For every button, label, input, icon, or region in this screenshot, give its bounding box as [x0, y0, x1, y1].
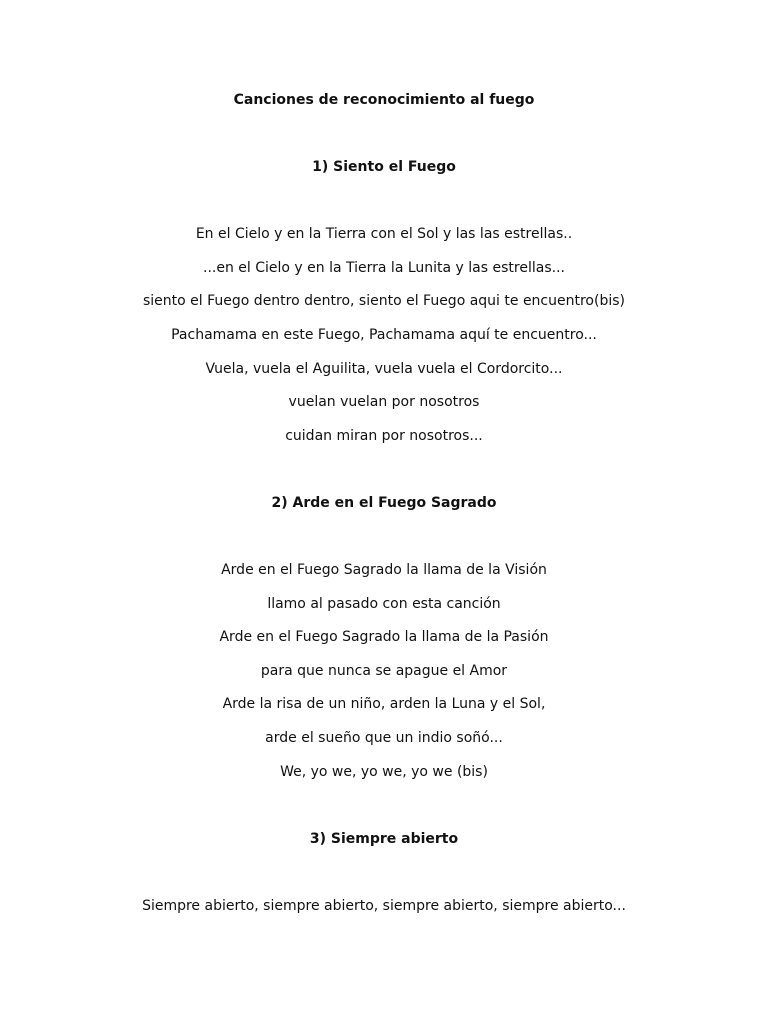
song-2-line-2: llamo al pasado con esta canción: [267, 596, 501, 612]
song-1-line-7: cuidan miran por nosotros...: [285, 428, 483, 444]
song-2-line-3: Arde en el Fuego Sagrado la llama de la Pasión: [219, 629, 549, 645]
song-heading-1: 1) Siento el Fuego: [312, 159, 456, 175]
song-2-line-1: Arde en el Fuego Sagrado la llama de la Visión: [221, 562, 547, 578]
song-1-line-6: vuelan vuelan por nosotros: [288, 394, 480, 410]
song-2-line-6: arde el sueño que un indio soñó...: [265, 730, 503, 746]
song-heading-2: 2) Arde en el Fuego Sagrado: [271, 495, 497, 511]
song-2-line-4: para que nunca se apague el Amor: [260, 663, 508, 679]
song-1-line-1: En el Cielo y en la Tierra con el Sol y las las estrellas..: [195, 226, 573, 242]
song-heading-3: 3) Siempre abierto: [309, 831, 459, 847]
song-1-line-2: ...en el Cielo y en la Tierra la Lunita y las estrellas...: [203, 260, 565, 276]
song-1-line-3: siento el Fuego dentro dentro, siento el Fuego aqui te encuentro(bis): [143, 293, 625, 309]
song-1-line-5: Vuela, vuela el Aguilita, vuela vuela el Cordorcito...: [205, 361, 563, 377]
song-3-line-1: Siempre abierto, siempre abierto, siempre abierto, siempre abierto...: [142, 898, 626, 914]
song-2-line-7: We, yo we, yo we, yo we (bis): [280, 764, 488, 780]
song-1-line-4: Pachamama en este Fuego, Pachamama aquí te encuentro...: [171, 327, 597, 343]
document-title: Canciones de reconocimiento al fuego: [233, 92, 535, 108]
song-2-line-5: Arde la risa de un niño, arden la Luna y el Sol,: [222, 696, 546, 712]
